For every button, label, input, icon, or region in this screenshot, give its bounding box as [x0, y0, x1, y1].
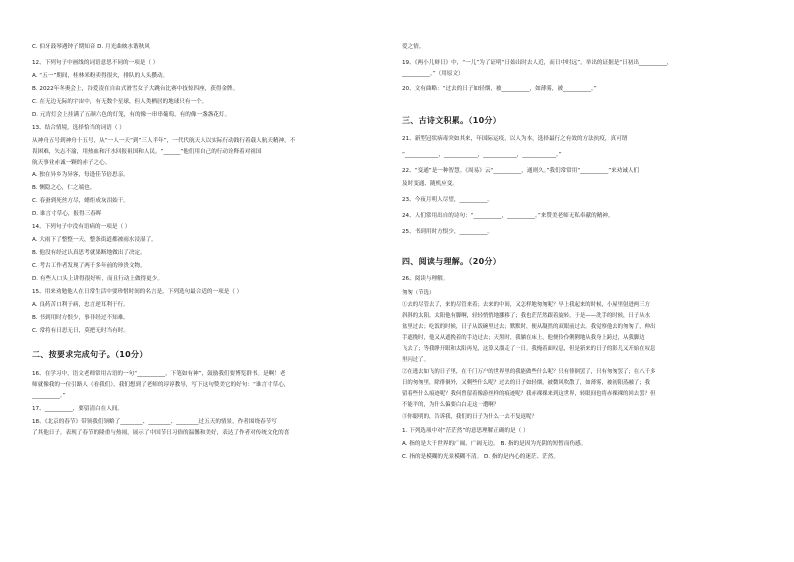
passage-line: 不能平的，为什么偏要白白走这一遭啊？	[402, 402, 500, 408]
right-column	[402, 0, 774, 562]
text-line: 14、下列句子中没有语病的一项是（ ）	[32, 224, 131, 230]
text-line: 12、下列句子中画线的词语意思不同的一项是（ ）	[32, 60, 159, 66]
passage-line: 留着些什么痕迹呢？我何曾留着像游丝样的痕迹呢？我赤裸裸来到这世界，转眼间也将赤裸裸的回去罢？但	[402, 391, 656, 397]
text-line: 18、《北京的春节》带领我们领略了________、________、________过五天的情景，作者围绕春节写	[32, 419, 277, 425]
passage-line: 匆匆（节选）	[402, 290, 435, 296]
text-line: __________。”（用原文）	[402, 71, 464, 77]
text-line: “____________，____________，____________，____________。”	[402, 152, 562, 158]
passage-line: 手遮挽时，他又从遮挽着的手边过去；天黑时，我躺在床上，他便伶伶俐俐地从我身上跨过，从我脚边	[402, 335, 645, 341]
text-line: 师就像我的一位引路人（看我们），我们想到了老师的谆谆教导，写下这句赞美它的好句：“谁言寸草心，	[32, 382, 290, 388]
text-line: A. 指的是大千世界的广阔、广阔无边。 B. 指的是因为光阴的短暂而伤感。	[402, 441, 587, 447]
text-line: A. 大雨下了整整一天，整条街道都被雨水浸湿了。	[32, 237, 157, 243]
text-line: 16、在学习中，语文老师常用古语的一句“__________，下笔如有神”，鼓励我们要博览群书。是啊！老	[32, 371, 286, 377]
text-line: C. 指的是模糊的光景模糊不清。 D. 指的是内心的迷茫、茫然。	[402, 454, 559, 460]
text-line: A. “五一”期间，桂林米粉卖得很火，排队的人头攒动。	[32, 73, 169, 79]
section-heading: 二、按要求完成句子。（10分）	[32, 350, 148, 359]
passage-line: 里闪过了。	[402, 357, 429, 363]
text-line: D. 元宵灯会上挂满了五颜六色的灯笼，有的像一串串葡萄，有的像一盏盏花灯。	[32, 112, 231, 118]
text-line: C. 春蚕到死丝方尽，蜡炬成灰泪始干。	[32, 198, 129, 204]
text-line: 21、新型冠状病毒突如其来，年国际运疫，以人为本，选择最行之有效的方法抗疫，真可谓	[402, 136, 628, 142]
passage-line: 日的匆匆里，除徘徊外，又剩些什么呢？过去的日子如轻烟，被微风吹散了，如薄雾，被初阳蒸融了；我	[402, 380, 650, 386]
text-line: B. 他没有经过认真思考就果断地做出了决定。	[32, 250, 146, 256]
text-line: B. 恻隐之心，仁之端也。	[32, 185, 96, 191]
section-heading: 三、古诗文积累。（10分）	[402, 116, 502, 125]
text-line: D. 谁言寸草心，报得三春晖	[32, 211, 102, 217]
text-line: C. 伯牙鼓琴遇钟子期知音 D. 月光曲映水谐秋风	[32, 44, 150, 50]
text-line: 24、人们常用出自的诗句：“__________，__________。”来赞美老师无私奉献的精神。	[402, 213, 614, 219]
text-line: 畏困难，矢志不渝，用热血和汗水回报祖国和人民。“______”他们用自己的行动诠释着对祖国	[32, 149, 262, 155]
text-line: 及时变通、随机应变。	[402, 181, 458, 187]
text-line: 1. 下列选项中对“茫茫然”的意思理解正确的是（ ）	[402, 428, 529, 434]
text-line: __________。”	[32, 393, 66, 399]
text-line: 了其他日子，表现了春节的隆重与热闹，展示了中国节日习俗的温馨和美好，表达了作者对传统文化的喜	[32, 430, 290, 436]
text-line: D. 有些人口头上讲得很好听，而且行动上做得更少。	[32, 276, 163, 282]
text-line: 15、用来劝勉他人在日常生活中要珍惜时间的名言是，下列选句最合适的一项是（ ）	[32, 289, 243, 295]
section-heading: 四、阅读与理解。（20分）	[402, 257, 502, 266]
passage-line: 盆里过去；吃饭的时候，日子从饭碗里过去；默默时，便从凝然的双眼前过去。我觉察他去的匆匆了，伸出	[402, 324, 656, 330]
text-line: C. 在无边无际的宇宙中，有无数个星球，但人类栖居的地球只有一个。	[32, 99, 208, 105]
passage-line: ②在逃去如飞的日子里，在千门万户的世界里的我能做些什么呢？只有徘徊罢了，只有匆匆罢了；在八千多	[402, 369, 656, 375]
text-line: 航天事业赤诚一颗的赤子之心。	[32, 160, 111, 166]
text-line: 爱之情。	[402, 44, 425, 50]
text-line: 19、《两小儿辩日》中，“一儿”为了证明“日始出时去人近，而日中时远”，举出的证据是“日初出__________，	[402, 60, 673, 66]
text-line: A. 良药苦口利于病，忠言逆耳利于行。	[32, 302, 129, 308]
text-line: 26、阅读与理解。	[402, 276, 449, 282]
text-line: 从神舟五号到神舟十五号，从“一人一天”到“三人半年”，一代代航天人以实际行动践行着载人航天精神，不	[32, 138, 296, 144]
text-line: 22、“变通”是一种智慧。《周易》云“__________，通则久。”我们常常用“__________”来劝诫人们	[402, 168, 640, 174]
text-line: 23、今夜月明人尽望，__________。	[402, 197, 494, 203]
text-line: C. 常将有日思无日，莫把无时当有时。	[32, 328, 129, 334]
passage-line: ③你聪明的，告诉我，我们的日子为什么一去不复返呢？	[402, 414, 537, 420]
text-line: C. 考古工作者发现了两千多年前的珍贵文物。	[32, 263, 146, 269]
passage-line: 飞去了；等我睁开眼和太阳再见，这算又溜走了一日。我掩着面叹息，但是新来的日子的影儿又开始在叹息	[402, 346, 656, 352]
text-line: 13、结合情境，选择恰当的词语（ ）	[32, 125, 125, 131]
passage-line: 斜斜的太阳。太阳他有脚啊，轻轻悄悄地挪移了；我也茫茫然跟着旋转。于是——洗手的时候，日子从水	[402, 313, 650, 319]
left-column	[26, 0, 366, 562]
text-line: B. 书到用时方恨少，事非经过不知难。	[32, 315, 129, 321]
text-line: 25、书到用时方恨少，__________。	[402, 229, 494, 235]
text-line: B. 2022年冬奥会上，谷爱凌在自由式滑雪女子大跳台比赛中技惊四座，获得金牌。	[32, 86, 239, 92]
text-line: A. 独在异乡为异客，每逢佳节倍思亲。	[32, 172, 129, 178]
text-line: 20、文有曲略：“过去的日子如轻烟，被__________，如薄雾，被__________。”	[402, 86, 597, 92]
text-line: 17、__________，要留清白在人间。	[32, 406, 124, 412]
passage-line: ①去的尽管去了，来的尽管来着；去来的中间，又怎样地匆匆呢？早上我起来的时候，小屋里射进两三方	[402, 302, 650, 308]
